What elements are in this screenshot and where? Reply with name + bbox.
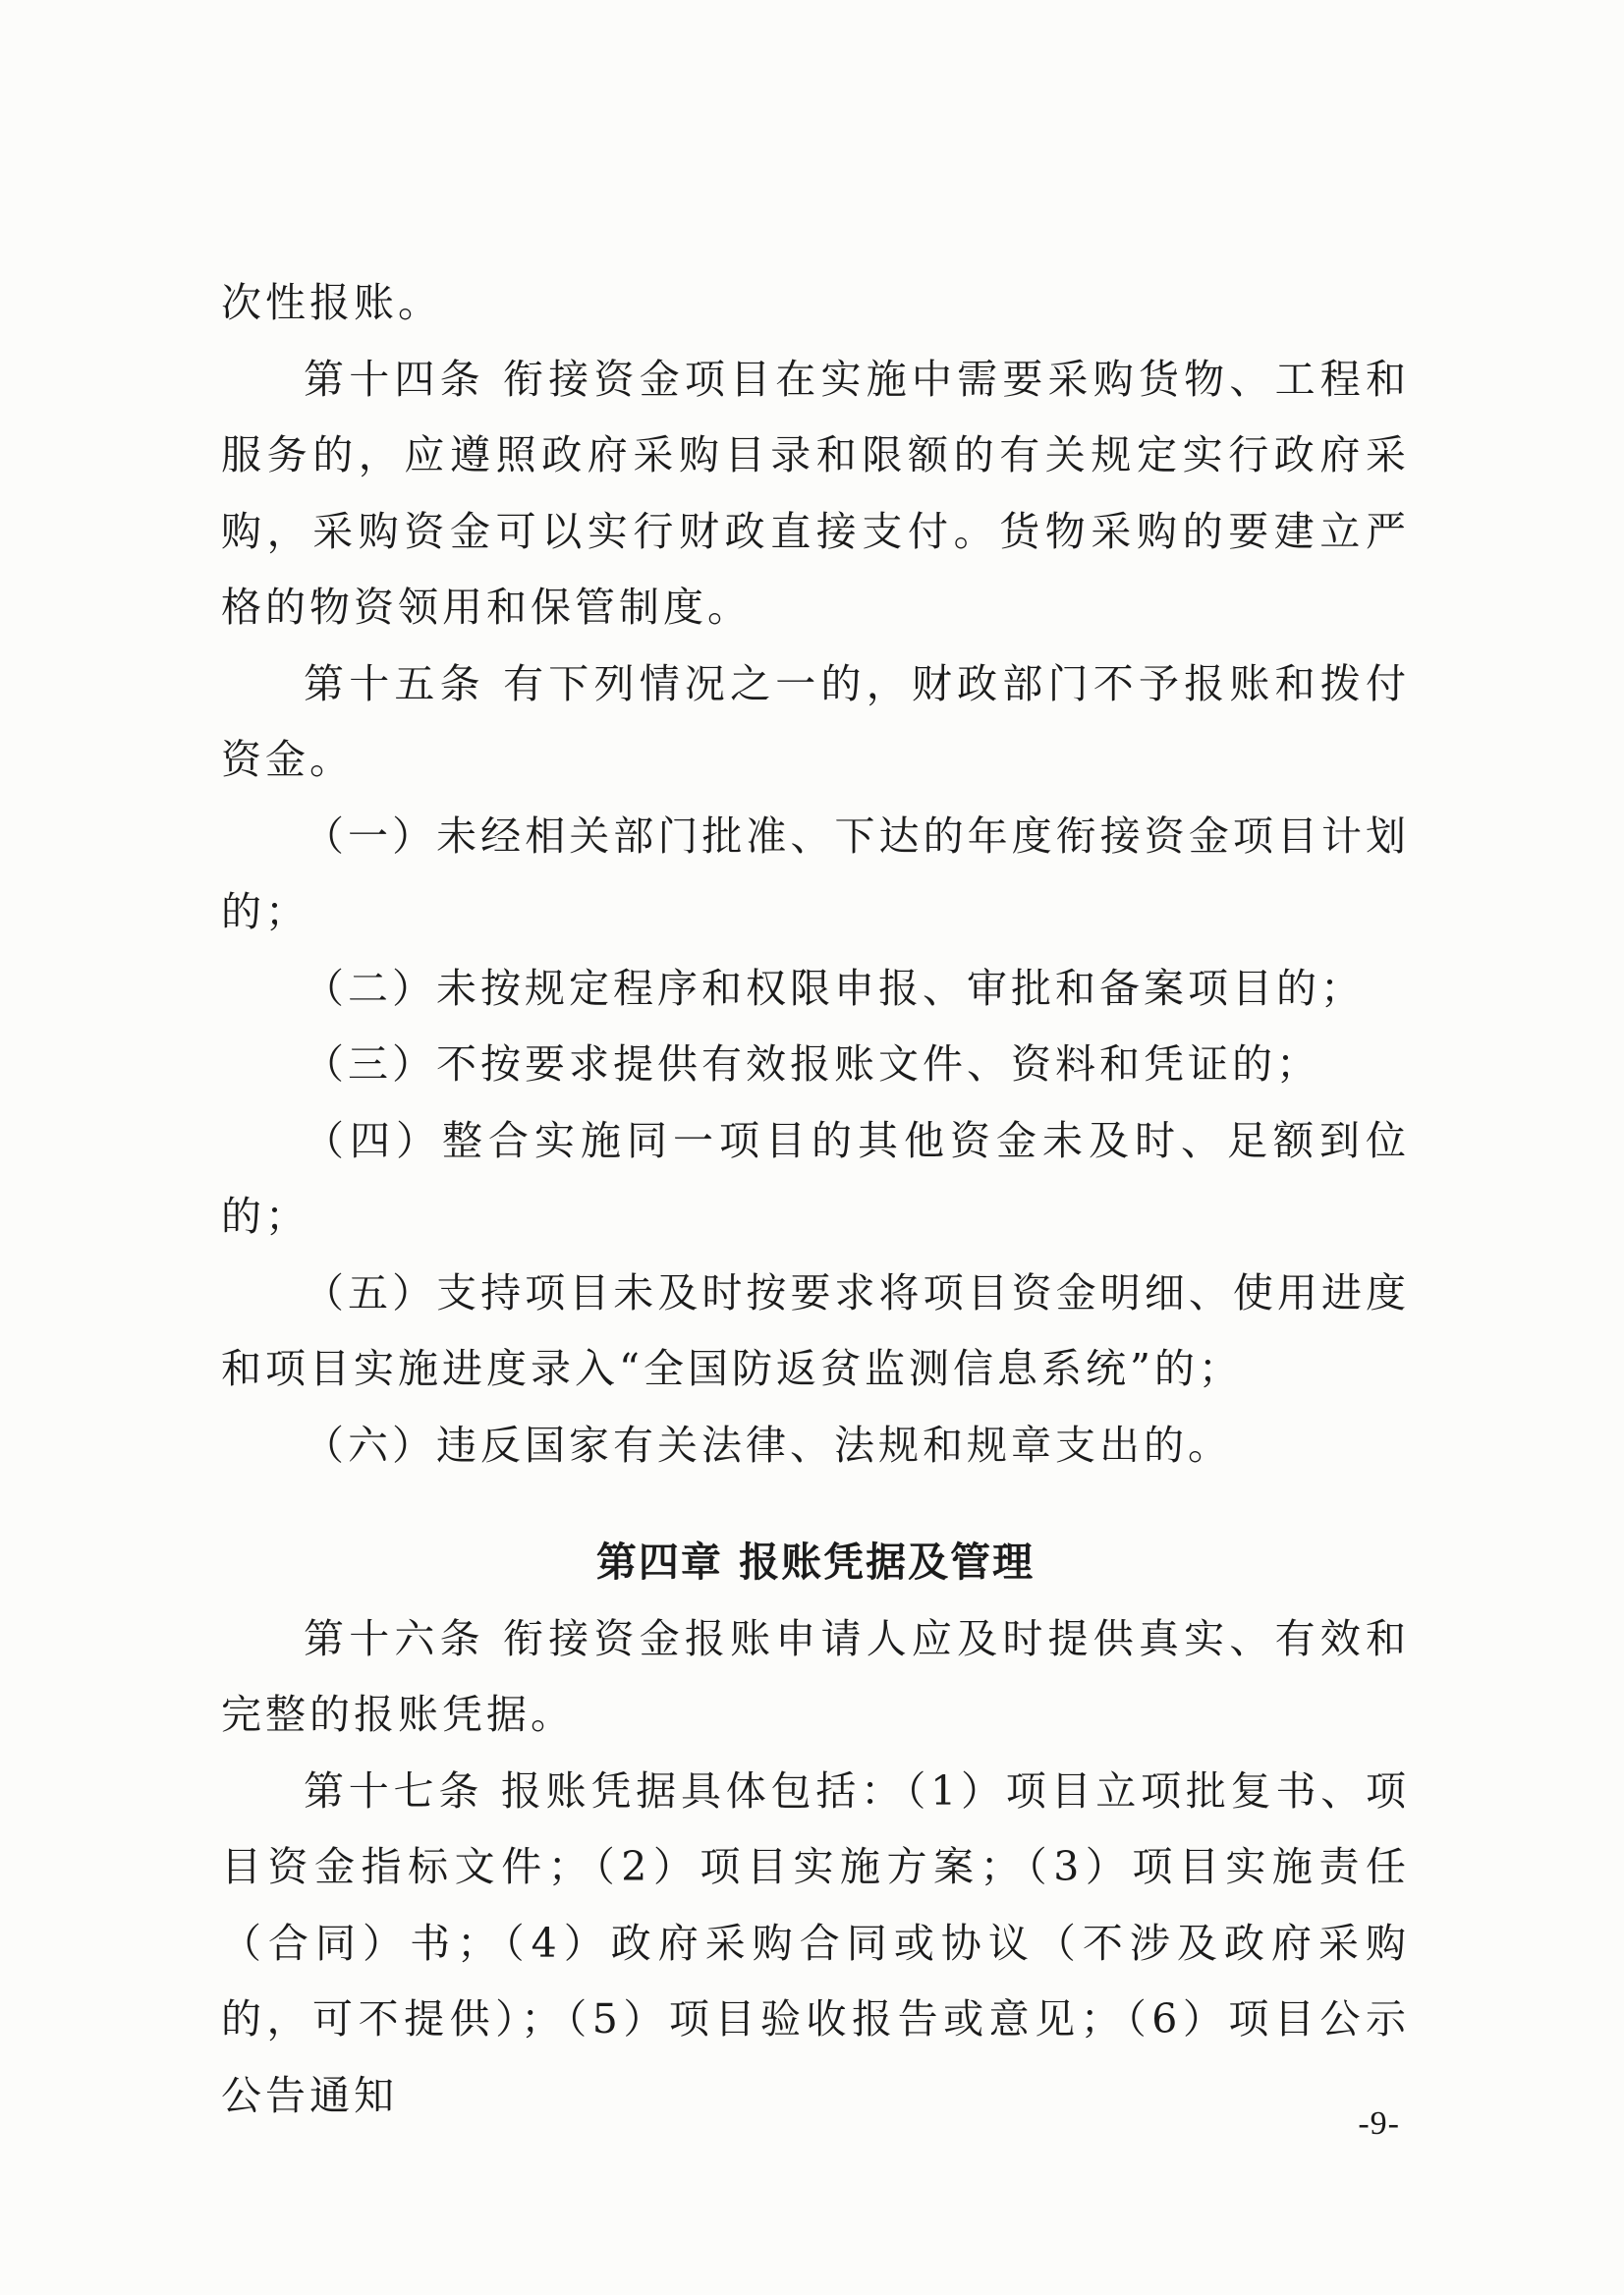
article-16: 第十六条 衔接资金报账申请人应及时提供真实、有效和完整的报账凭据。 [221,1614,1410,1738]
article-15-item-3: （三）不按要求提供有效报账文件、资料和凭证的； [304,1040,1320,1088]
continuation-text: 次性报账。 [221,279,442,326]
article-17: 第十七条 报账凭据具体包括：（1）项目立项批复书、项目资金指标文件；（2）项目实施方案；（3）项目实施责任（合同）书；（4）政府采购合同或协议（不涉及政府采购的，可不提供）；（5）项目验收报告或意见；（6）项目公示公告通知 [221,1766,1410,2119]
article-15-item-1: （一）未经相关部门批准、下达的年度衔接资金项目计划的； [221,812,1410,935]
article-15-item-6: （六）违反国家有关法律、法规和规章支出的。 [304,1421,1232,1469]
article-15-item-5: （五）支持项目未及时按要求将项目资金明细、使用进度和项目实施进度录入“全国防返贫监测信息系统”的； [221,1268,1410,1392]
article-15-item-4: （四）整合实施同一项目的其他资金未及时、足额到位的； [221,1116,1410,1240]
article-15-item-2: （二）未按规定程序和权限申报、审批和备案项目的； [304,964,1365,1012]
article-14: 第十四条 衔接资金项目在实施中需要采购货物、工程和服务的，应遵照政府采购目录和限额的有关规定实行政府采购，采购资金可以实行财政直接支付。货物采购的要建立严格的物资领用和保管制度。 [221,355,1410,631]
page-number: -9- [1358,2105,1400,2142]
chapter-heading: 第四章 报账凭据及管理 [595,1539,1036,1586]
document-body [221,265,1410,2134]
article-15: 第十五条 有下列情况之一的，财政部门不予报账和拨付资金。 [221,659,1410,783]
